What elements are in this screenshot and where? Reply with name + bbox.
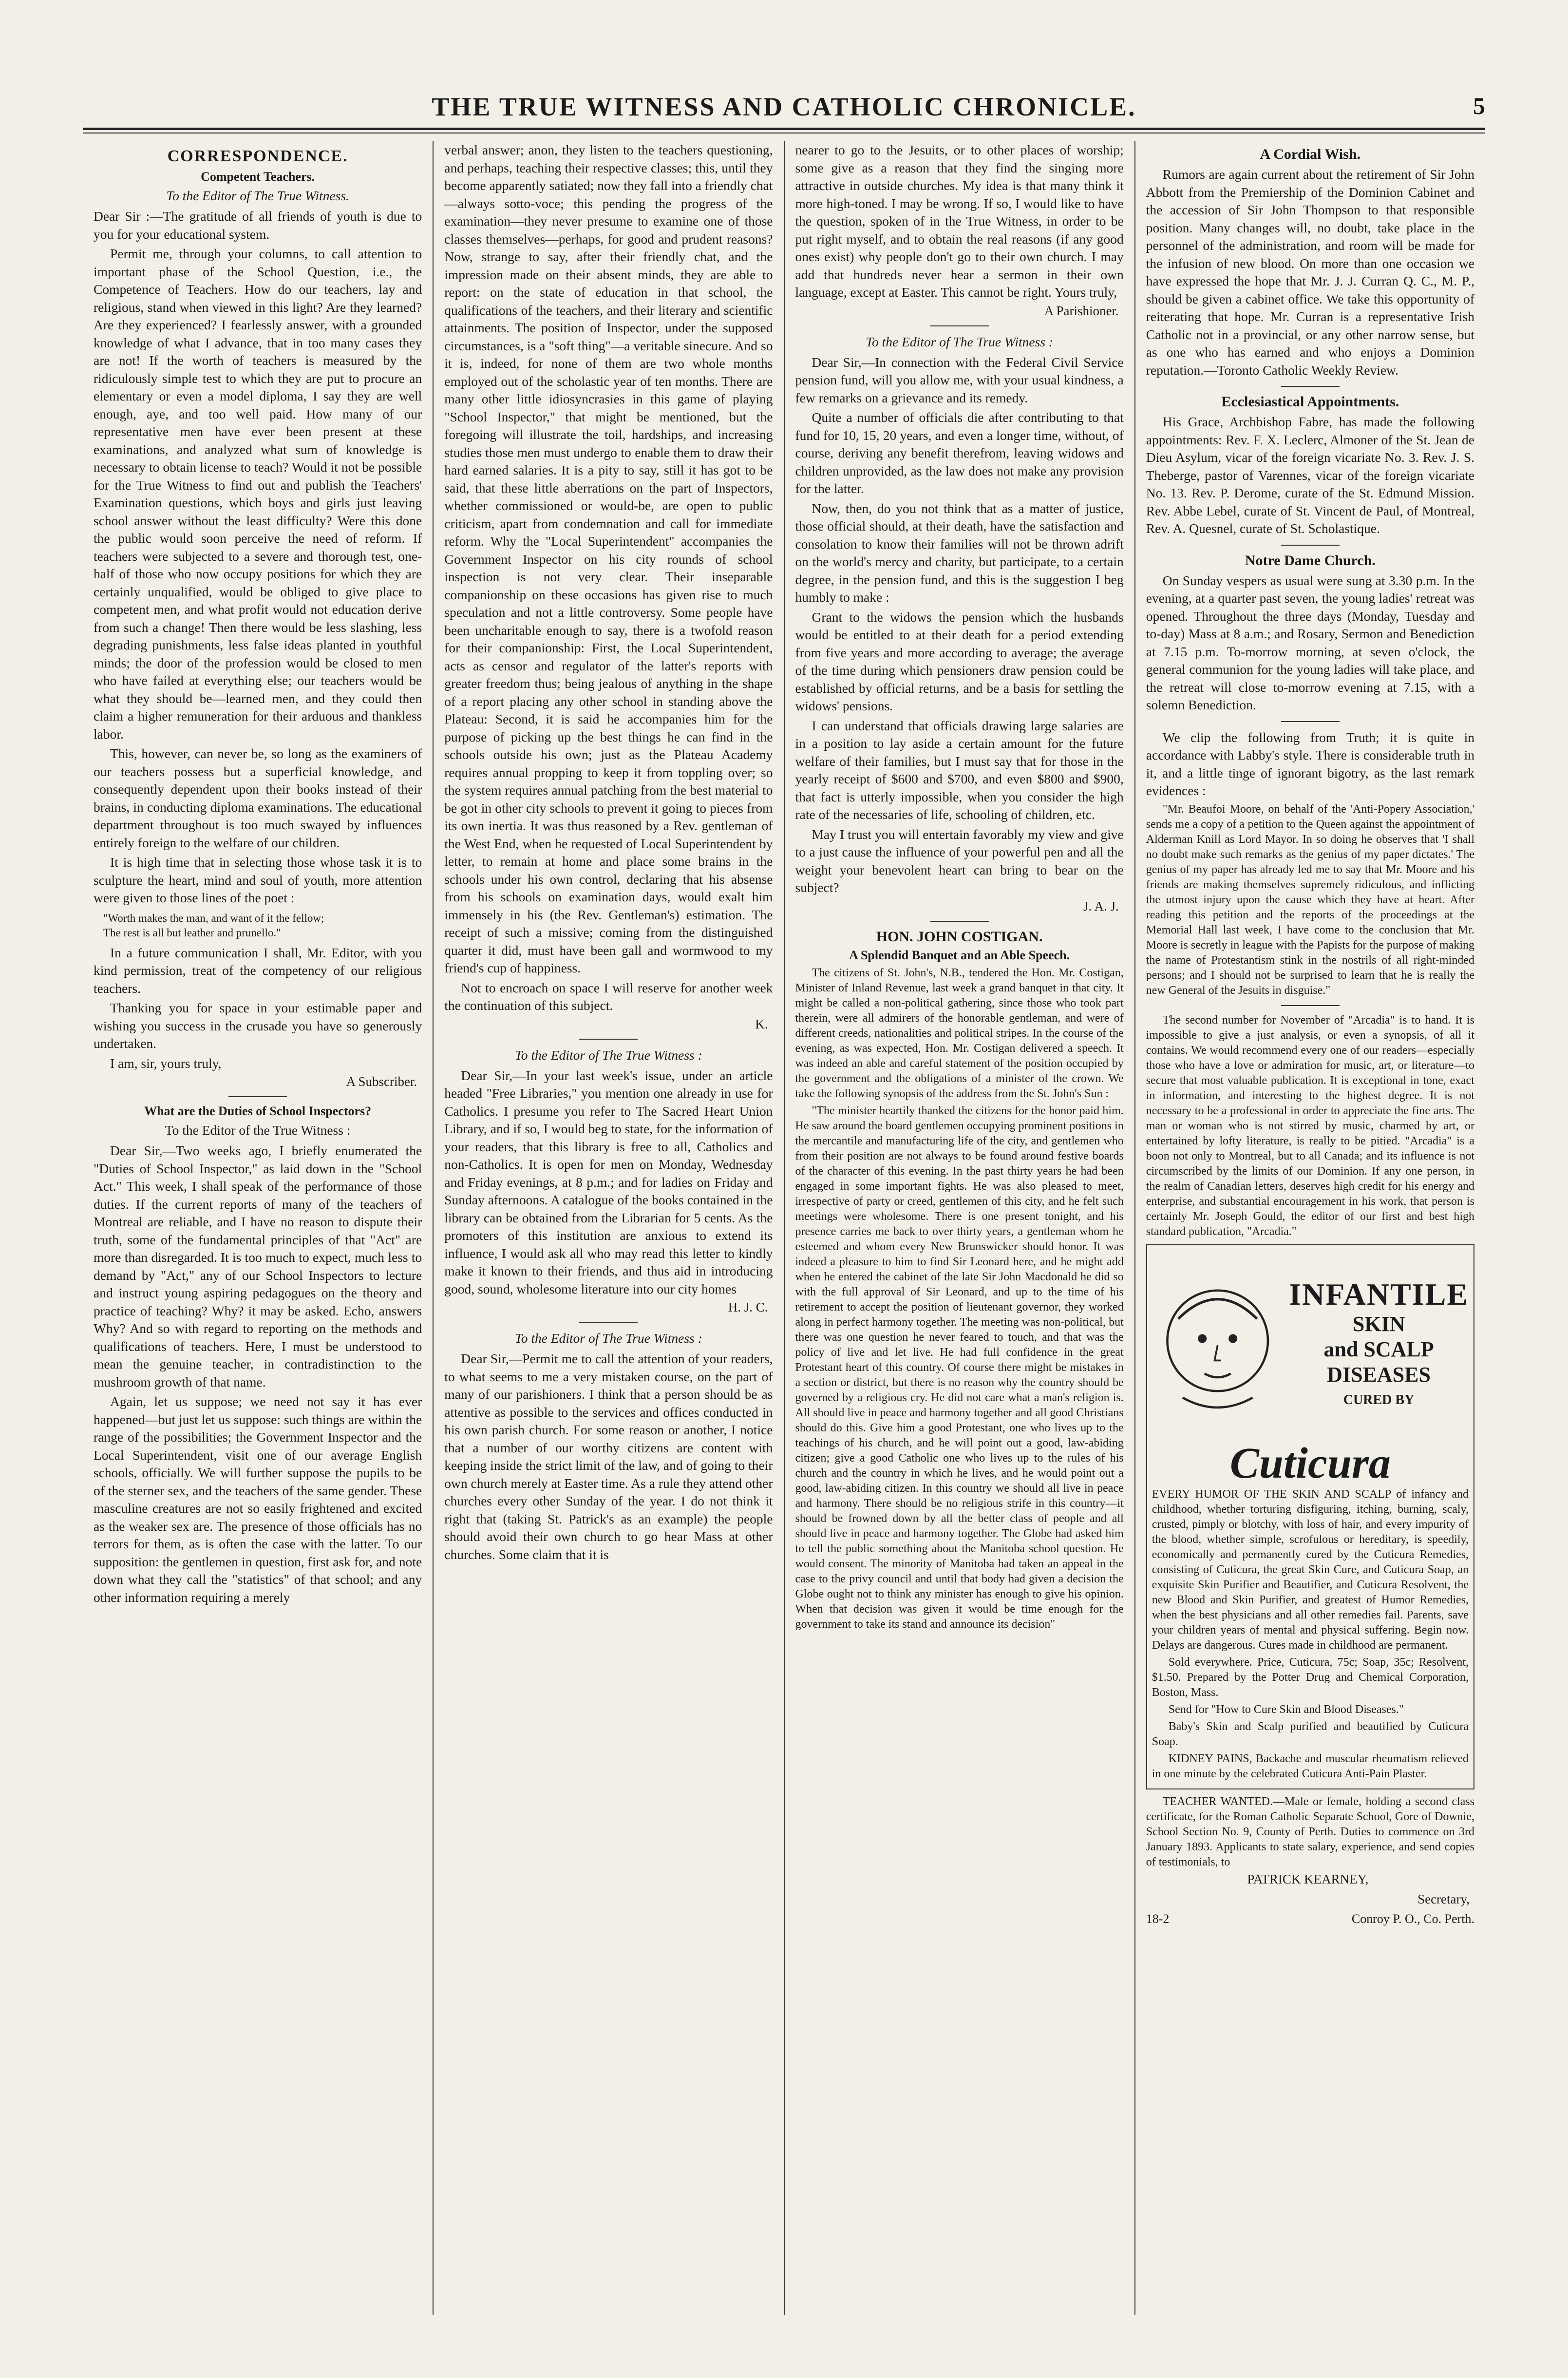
divider xyxy=(1281,386,1340,387)
signature: J. A. J. xyxy=(1083,898,1119,913)
divider xyxy=(1281,545,1340,546)
paragraph: Dear Sir,—In your last week's issue, under an article headed "Free Libraries," you mention one already in use for Catholics. I presume you refer to The Sacred Heart Union Library, and if so, I would beg to state, for the information of your readers, that this library is free to all, Catholics and non-Catholics. It is open for men on Monday, Wednesday and Friday evenings, at 8 p.m.; and for ladies on Friday and Sunday afternoons. A catalogue of the books contained in the library can be obtained from the Librarian for 5 cents. As the promoters of this institution are anxious to extend its influence, I would ask all who may read this letter to kindly make it known to their friends, and thus aid in introducing good, sound, wholesome literature into our city homes xyxy=(444,1067,773,1296)
divider xyxy=(579,1039,638,1040)
paragraph: nearer to go to the Jesuits, or to other places of worship; some give as a reason that they find the singing more attractive in outside churches. My idea is that many think it more high-toned. I may be wrong. If so, I would like to have the question, spoken of in the True Witness, in order to be put right myself, and to obtain the real reasons (if any good ones exist) why people don't go to their own church. I may add that hundreds never hear a sermon in their own language, except at Easter. This cannot be right. Yours truly, xyxy=(795,142,1124,300)
paragraph: "The minister heartily thanked the citizens for the honor paid him. He saw around the board gentlemen occupying prominent positions in the mercantile and manufacturing life of the city, and gentlemen who from their position are not always to be found around festive boards of the character of this evening. In the past thirty years he had been engaged in some important fights. He was also pleased to meet, irrespective of party or creed, gentlemen of this city, and he felt such meetings were wholesome. There is one present tonight, and his presence carries me back to over thirty years, a gentleman whom he esteemed and whom every New Brunswicker should honor. It was indeed a pleasure to him to find Sir Leonard here, and he might add when he entered the cabinet of the late Sir John Macdonald he did so with the full approval of Sir Leonard, and up to the time of his retirement to accept the position of lieutenant governor, they worked along in perfect harmony together. The meeting was non-political, but there was one question he never feared to touch, and that was the policy of live and let live. He had full confidence in the great Protestant heart of this country. Of course there might be mistakes in a section or district, but there is no reason why the country should be governed by a religious cry. He did not care what a man's religion is. All should live in peace and harmony together and all good Christians should do this. Give him a good Protestant, one who lives up to the teachings of his church, and he will point out a good, law-abiding citizen; give a good Catholic one who lives up to the rules of his church and the country in which he lives, and he would point out a good, law-abiding citizen. In this country we should all live in peace and harmony. There should be no religious strife in this country—it should be frowned down by all the better class of people and all should live in peace and harmony together. The Globe had asked him to tell the public something about the Manitoba school question. He would consent. The minority of Manitoba had taken an appeal in the case to the privy council and until that body had given a decision the Globe ought not to think any minister has enough to give his opinion. When that decision was given it would be time enough for the government to take its stand and announce its decision" xyxy=(795,1104,1124,1631)
paragraph: Permit me, through your columns, to call attention to important phase of the School Question, i.e., the Competence of Teachers. How do our teachers, lay and religious, stand when viewed in this light? Are they learned? Are they experienced? I fearlessly answer, with a grounded knowledge of what I advance, that in too many cases they are not! If the worth of teachers is measured by the ridiculously simple test to which they are put to procure an elementary or even a model diploma, I say they are well enough, aye, and too well paid. How many of our representative men have ever been present at these examinations, and analyzed what sum of knowledge is necessary to obtain license to teach? Would it not be possible for the True Witness to find out and publish the Teachers' Examination questions, which boys and girls just leaving school answer without the least difficulty? Were this done the public would soon perceive the need of reform. If teachers were subjected to a severe and thorough test, one-half of those who now occupy positions for which they are certainly unqualified, would be obliged to give place to competent men, and what profit would not education derive from such a change! Then there would be less slashing, less degrading punishments, less false ideas planted in youthful minds; the door of the profession would be closed to men who have failed at everything else; our teachers would be what they should be—learned men, and they could then claim a higher remuneration for their arduous and thankless labor. xyxy=(94,246,422,742)
signature: A Parishioner. xyxy=(1044,303,1119,318)
salutation: To the Editor of the True Witness : xyxy=(165,1122,351,1138)
paragraph: Grant to the widows the pension which the husbands would be entitled to at their death for a period extending from five years and more according to average; the average of the time during which pensioners draw pension could be established by official returns, and be a basis for settling the widows' pensions. xyxy=(795,609,1124,713)
paragraph: Not to encroach on space I will reserve for another week the continuation of this subject. xyxy=(444,980,773,1013)
cuticura-advertisement xyxy=(1146,1244,1474,1789)
paragraph: Dear Sir :—The gratitude of all friends of youth is due to you for your educational system. xyxy=(94,209,422,242)
ad-word: and SCALP xyxy=(1323,1337,1434,1361)
salutation: To the Editor of The True Witness. xyxy=(166,188,349,203)
divider xyxy=(1281,1005,1340,1006)
salutation: To the Editor of The True Witness : xyxy=(866,334,1054,349)
article-title: HON. JOHN COSTIGAN. xyxy=(876,928,1043,945)
ad-footer xyxy=(1146,1912,1474,1926)
article-title: Ecclesiastical Appointments. xyxy=(1221,394,1399,410)
ad-text: Sold everywhere. Price, Cuticura, 75c; Soap, 35c; Resolvent, $1.50. Prepared by the Potter Drug and Chemical Corporation, Boston, Mass. xyxy=(1152,1655,1469,1699)
ad-contact-role: Secretary, xyxy=(1417,1891,1470,1906)
ad-artwork xyxy=(1152,1250,1469,1440)
ad-address: Conroy P. O., Co. Perth. xyxy=(1351,1911,1474,1926)
signature: H. J. C. xyxy=(728,1300,768,1314)
paragraph: Dear Sir,—Permit me to call the attention of your readers, to what seems to me a very mistaken course, on the part of many of our parishioners. I think that a person should be as attentive as possible to the services and offices conducted in his own parish church. For some reason or another, I notice that a number of our worthy citizens are content with keeping inside the strict limit of the law, and of going to their own church merely at Easter time. As a rule they attend other churches every other Sunday of the year. I do not think it right that (taking St. Patrick's as an example) the people should avoid their own church to go hear Mass at other churches. Some claim that it is xyxy=(444,1351,773,1562)
paragraph: Dear Sir,—In connection with the Federal Civil Service pension fund, will you allow me, with your usual kindness, a few remarks on a grievance and its remedy. xyxy=(795,354,1124,405)
column-1 xyxy=(83,141,434,2315)
divider xyxy=(930,921,989,922)
paragraph: Dear Sir,—Two weeks ago, I briefly enumerated the "Duties of School Inspector," as laid down in the "School Act." This week, I shall speak of the performance of those duties. If the current reports of many of the teachers of Montreal are reliable, and I have no reason to dispute their truth, some of the fundamental principles of that "Act" are more than disregarded. It is too much to expect, much less to demand by "Act," any of our School Inspectors to lecture and instruct young aspiring pedagogues on the theory and practice of teaching? Why? it may be asked. Echo, answers Why? And so with regard to reporting on the methods and qualifications of teachers. Here, I must be understood to mean the genuine teacher, in contradistinction to the mushroom growth of that name. xyxy=(94,1143,422,1389)
signature: K. xyxy=(755,1016,768,1031)
columns xyxy=(83,141,1485,2315)
ad-word: CURED BY xyxy=(1343,1392,1415,1408)
paragraph: We clip the following from Truth; it is quite in accordance with Labby's style. There is considerable truth in it, and a little tinge of ignorant bigotry, as the last remark evidences : xyxy=(1146,729,1474,798)
ad-word: SKIN xyxy=(1352,1312,1405,1336)
divider xyxy=(930,325,989,326)
column-3 xyxy=(785,141,1135,2315)
ad-text: KIDNEY PAINS, Backache and muscular rheumatism relieved in one minute by the celebrated Cuticura Anti-Pain Plaster. xyxy=(1152,1752,1469,1780)
ad-contact-name: PATRICK KEARNEY, xyxy=(1247,1871,1369,1886)
ad-ref: 18-2 xyxy=(1146,1911,1170,1926)
paragraph: verbal answer; anon, they listen to the teachers questioning, and perhaps, teaching their respective classes; this, until they become apparently satiated; now they fall into a friendly chat—always sotto-voce; this pending the progress of the examination—they never presume to examine one of those classes themselves—perhaps, for good and prudent reasons? Now, strange to say, after their friendly chat, and the impression made on their absent minds, they are able to report: on the state of education in that school, the qualifications of the teachers, and their literary and scientific attainments. The position of Inspector, under the supposed circumstances, is a "soft thing"—a veritable sinecure. And so it is, indeed, for none of them are two whole months employed out of the scholastic year of ten months. There are many other little idiosyncrasies in this game of playing "School Inspector," that might be mentioned, but the foregoing will illustrate the toil, hardships, and increasing studies those men must undergo to enable them to draw their hard earned salaries. It is a pity to say, still it has got to be said, that these little aberrations on the part of Inspectors, whether commissioned or would-be, are open to public criticism, apart from condemnation and call for immediate reform. Why the "Local Superintendent" accompanies the Government Inspector on his city rounds of school inspection is not very clear. Their inseparable companionship on these occasions has given rise to much speculation and not a little controversy. Some people have been uncharitable enough to say, there is a twofold reason for their companionship: First, the Local Superintendent, acts as censor and regulator of the latter's reports with greater freedom thus; being jealous of anything in the shape of a report placing any other school in standing above the Plateau: Second, it is said he accompanies him for the purpose of picking up the best things he can find in the schools outside his own; just as the Plateau Academy requires annual propping to keep it from toppling over; so the system requires annual patching from the best material to be got in other city schools to prevent it going to pieces from its own inertia. It was thus reasoned by a Rev. gentleman of the West End, when he requested of Local Superintendent by letter, to remain at home and place some brains in the schools under his own control, declaring that his absense from his schools on examination days, would exalt him immensely in his (the Rev. Gentleman's) estimation. The receipt of such a missive; coming from the distinguished quarter it did, must have been gall and wormwood to my friend's cup of happiness. xyxy=(444,142,773,975)
newspaper-title: THE TRUE WITNESS AND CATHOLIC CHRONICLE. xyxy=(432,92,1136,121)
paragraph: Quite a number of officials die after contributing to that fund for 10, 15, 20 years, and even a longer time, without, of course, deriving any benefit therefrom, leaving widows and children unprovided, as the law does not make any provision for the latter. xyxy=(795,410,1124,496)
salutation: To the Editor of The True Witness : xyxy=(514,1331,702,1346)
column-4 xyxy=(1135,141,1485,2315)
paragraph: I am, sir, yours truly, xyxy=(110,1055,222,1071)
ad-word: DISEASES xyxy=(1327,1362,1431,1387)
paragraph: This, however, can never be, so long as the examiners of our teachers possess but a superficial knowledge, and consequently dependent upon their books instead of their brains, in conducting diploma examinations. The educational department throughout is too much swayed by influences entirely foreign to the welfare of our children. xyxy=(94,746,422,850)
column-2 xyxy=(434,141,784,2315)
divider xyxy=(228,1096,287,1097)
baby-illustration-icon xyxy=(1152,1257,1283,1433)
salutation: To the Editor of The True Witness : xyxy=(514,1047,702,1063)
classified-ad: TEACHER WANTED.—Male or female, holding a second class certificate, for the Roman Catholic Separate School, Gore of Downie, School Section No. 9, County of Perth. Duties to commence on 3rd January 1893. Applicants to state salary, experience, and send copies of testimonials, to xyxy=(1146,1795,1474,1868)
paragraph: Now, then, do you not think that as a matter of justice, those official should, at their death, have the satisfaction and consolation to know their families will not be thrown adrift on the world's mercy and charity, but participate, to a certain degree, in the pension fund, and this is the suggestion I beg humbly to make : xyxy=(795,500,1124,605)
paragraph: In a future communication I shall, Mr. Editor, with you kind permission, treat of the competency of our religious teachers. xyxy=(94,945,422,996)
ad-text: EVERY HUMOR OF THE SKIN AND SCALP of infancy and childhood, whether torturing disfiguring, itching, burning, scaly, crusted, pimply or blotchy, with loss of hair, and every impurity of the blood, whether simple, scrofulous or hereditary, is speedily, economically and permanently cured by the Cuticura Remedies, consisting of Cuticura, the great Skin Cure, and Cuticura Soap, an exquisite Skin Purifier and Beautifier, and Cuticura Resolvent, the new Blood and Skin Purifier, and greatest of Humor Remedies, when the best physicians and all other remedies fail. Parents, save your children years of mental and physical suffering. Begin now. Delays are dangerous. Cures made in childhood are permanent. xyxy=(1152,1487,1469,1652)
article-title: Competent Teachers. xyxy=(201,170,315,184)
paragraph: Rumors are again current about the retirement of Sir John Abbott from the Premiership of the Dominion Cabinet and the accession of Sir John Thompson to that responsible position. Many changes will, no doubt, take place in the personnel of the administration, and room will be made for the infusion of new blood. On more than one occasion we have expressed the hope that Mr. J. J. Curran Q. C., M. P., should be given a cabinet office. We take this opportunity of reiterating that hope. Mr. Curran is a representative Irish Catholic not in a provincial, or any other narrow sense, but as one who has earned and who enjoys a Dominion reputation.—Toronto Catholic Weekly Review. xyxy=(1146,167,1474,378)
paragraph: I can understand that officials drawing large salaries are in a position to lay aside a certain amount for the future welfare of their families, but I must say that for those in the yearly receipt of $600 and $700, and even $800 and $900, that fact is utterly impossible, when you consider the high rate of the necessaries of life, schooling of children, etc. xyxy=(795,718,1124,822)
quoted-paragraph: "Mr. Beaufoi Moore, on behalf of the 'Anti-Popery Association,' sends me a copy of a petition to the Queen against the appointment of Alderman Knill as Lord Mayor. In so doing he observes that 'I shall no doubt make such remarks as the genius of my paper dictates.' The genius of my paper has already led me to say that Mr. Moore and his friends are making themselves supremely ridiculous, and inflicting the utmost injury upon the cause which they have at heart. After reading this petition and the reports of the proceedings at the Memorial Hall last week, I have come to the conclusion that Mr. Moore is secretly in league with the Papists for the purpose of making the name of Protestantism stink in the nostrils of all right-minded persons; and I should not be surprised to learn that he is really the new General of the Jesuits in disguise." xyxy=(1146,802,1474,997)
masthead-rule xyxy=(83,128,1485,130)
paragraph: Again, let us suppose; we need not say it has ever happened—but just let us suppose: such things are within the range of the possibilities; the Government Inspector and the Local Superintendent, visit one of our average English schools, officially. We will further suppose the pupils to be of the sterner sex, and the teachers of the same gender. These masculine creatures are not so easily frightened and excited as the weaker sex are. The presence of those officials has no terrors for them, as is often the case with the latter. To our supposition: the gentlemen in question, first ask for, and note down what they call the "statistics" of that school; and any other information requiring a merely xyxy=(94,1394,422,1605)
ad-text: Send for "How to Cure Skin and Blood Diseases." xyxy=(1168,1703,1404,1716)
paragraph: Thanking you for space in your estimable paper and wishing you success in the crusade you have so generously undertaken. xyxy=(94,1000,422,1051)
ad-title xyxy=(1289,1277,1469,1413)
section-title: CORRESPONDENCE. xyxy=(167,147,348,165)
article-title: What are the Duties of School Inspectors? xyxy=(144,1104,372,1118)
paragraph: It is high time that in selecting those whose task it is to sculpture the heart, mind and soul of youth, more attention were given to those lines of the poet : xyxy=(94,855,422,905)
paragraph: On Sunday vespers as usual were sung at 3.30 p.m. In the evening, at a quarter past seven, the young ladies' retreat was opened. Throughout the three days (Monday, Tuesday and to-day) Mass at 8 a.m.; and Rosary, Sermon and Benediction at 7.15 p.m. To-morrow morning, at seven o'clock, the general communion for the young ladies will take place, and the retreat will close to-morrow evening at 7.15, with a solemn Benediction. xyxy=(1146,572,1474,712)
paragraph: The second number for November of "Arcadia" is to hand. It is impossible to give a just analysis, or even a synopsis, of all it contains. We would recommend every one of our readers—especially those who have a love or admiration for music, art, or literature—to secure that most valuable publication. It is exceptional in tone, exact in information, and interesting to the highest degree. It is not necessary to be a professional in order to appreciate the fine arts. The man or woman who is not stirred by music, charmed by art, or entertained by lofty literature, is really to be pitied. "Arcadia" is a boon not only to Montreal, but to all Canada; and its influence is not circumscribed by the limits of our Dominion. If any one person, in the realm of Canadian letters, deserves high credit for his energy and enterprise, and substantial encouragement in his work, that person is certainly Mr. Joseph Gould, the editor of our first and best high standard publication, "Arcadia." xyxy=(1146,1013,1474,1238)
paragraph: His Grace, Archbishop Fabre, has made the following appointments: Rev. F. X. Leclerc, Almoner of the St. Jean de Dieu Asylum, vicar of the foreign vicariate No. 3. Rev. J. S. Theberge, pastor of Varennes, vicar of the foreign vicariate No. 13. Rev. P. Derome, curate of the St. Edmund Mission. Rev. Abbe Lebel, curate of St. Vincent de Paul, of Montreal, Rev. A. Quesnel, curate of St. Scholastique. xyxy=(1146,414,1474,536)
paragraph: May I trust you will entertain favorably my view and give to a just cause the influence of your powerful pen and all the weight your benevolent heart can bring to bear on the subject? xyxy=(795,826,1124,895)
ad-text: Baby's Skin and Scalp purified and beautified by Cuticura Soap. xyxy=(1152,1720,1469,1748)
divider xyxy=(1281,721,1340,722)
article-title: Notre Dame Church. xyxy=(1245,552,1376,569)
ad-brand: Cuticura xyxy=(1229,1439,1391,1487)
masthead xyxy=(83,88,1485,122)
page-number: 5 xyxy=(1473,92,1485,119)
divider xyxy=(579,1322,638,1323)
article-title: A Cordial Wish. xyxy=(1260,146,1361,162)
verse: "Worth makes the man, and want of it the fellow; The rest is all but leather and prunello." xyxy=(103,912,324,939)
paragraph: The citizens of St. John's, N.B., tendered the Hon. Mr. Costigan, Minister of Inland Revenue, last week a grand banquet in that city. It might be called a non-political gathering, since those who took part therein, were all admirers of the honorable gentleman, and were of different creeds, nationalities and political stripes. In the course of the evening, as was expected, Hon. Mr. Costigan delivered a speech. It was indeed an able and careful statement of the position occupied by the government and the obligations of a minister of the crown. We take the following synopsis of the address from the St. John's Sun : xyxy=(795,966,1124,1100)
article-subtitle: A Splendid Banquet and an Able Speech. xyxy=(849,948,1070,962)
ad-word: INFANTILE xyxy=(1289,1276,1469,1312)
signature: A Subscriber. xyxy=(346,1074,417,1089)
